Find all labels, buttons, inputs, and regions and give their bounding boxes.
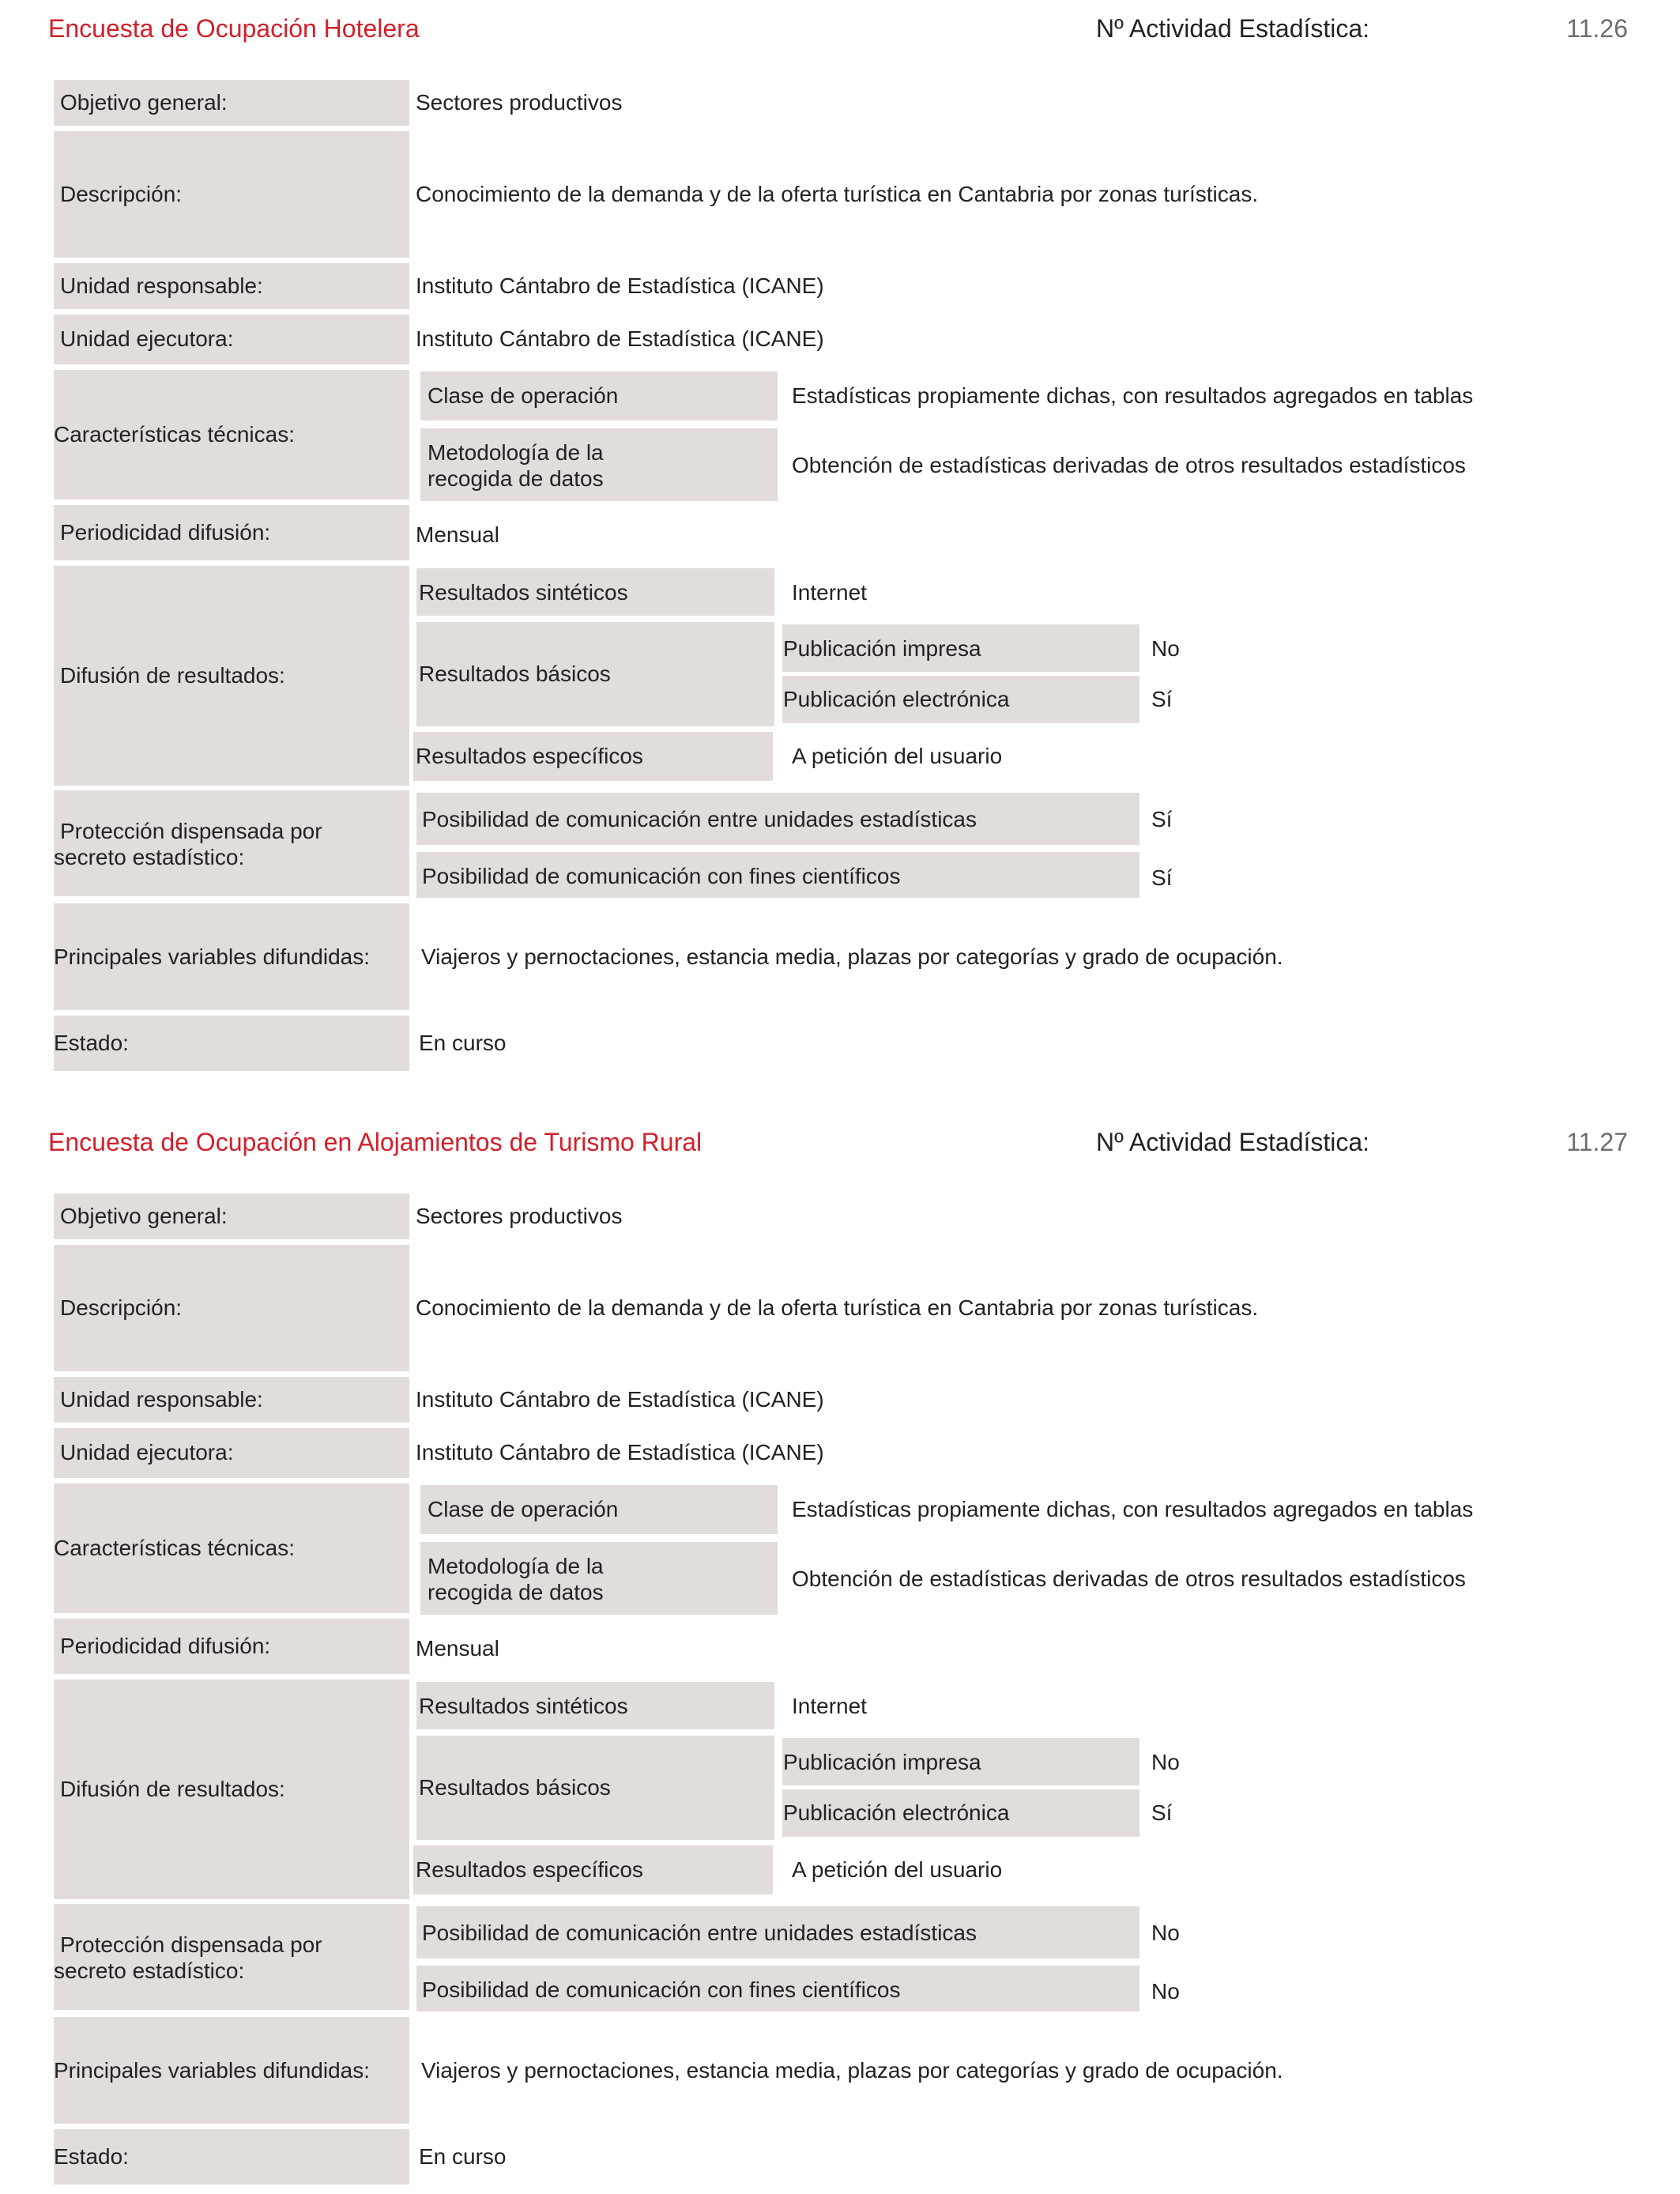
clase-operacion-label: Clase de operación <box>428 383 619 408</box>
unidad-responsable-value: Instituto Cántabro de Estadística (ICANE) <box>416 273 824 298</box>
activity-number-label: Nº Actividad Estadística: <box>1096 1128 1370 1156</box>
record-card <box>0 1114 1680 2194</box>
descripcion-label: Descripción: <box>60 1295 183 1320</box>
clase-operacion-value: Estadísticas propiamente dichas, con resultados agregados en tablas <box>792 383 1474 408</box>
cientificos-value: No <box>1151 1979 1180 2004</box>
objetivo-value: Sectores productivos <box>416 1204 623 1228</box>
activity-number: 11.26 <box>1566 14 1628 43</box>
electronica-value: Sí <box>1151 687 1173 711</box>
periodicidad-label: Periodicidad difusión: <box>60 520 271 545</box>
unidad-responsable-label: Unidad responsable: <box>60 1387 263 1412</box>
metodologia-label: Metodología de la recogida de datos <box>428 1554 604 1604</box>
variables-label: Principales variables difundidas: <box>54 944 370 969</box>
cientificos-label: Posibilidad de comunicación con fines científicos <box>422 1977 901 2002</box>
cientificos-label: Posibilidad de comunicación con fines científicos <box>422 864 901 888</box>
clase-operacion-value: Estadísticas propiamente dichas, con resultados agregados en tablas <box>792 1497 1474 1521</box>
descripcion-label: Descripción: <box>60 182 183 206</box>
unidad-responsable-label: Unidad responsable: <box>60 273 263 298</box>
caracteristicas-label: Características técnicas: <box>54 1536 295 1560</box>
especificos-value: A petición del usuario <box>792 1857 1003 1882</box>
estado-label: Estado: <box>54 2144 129 2169</box>
unidad-responsable-value: Instituto Cántabro de Estadística (ICANE) <box>416 1387 824 1412</box>
difusion-label: Difusión de resultados: <box>60 1777 285 1801</box>
proteccion-label: Protección dispensada por secreto estadístico: <box>54 819 322 869</box>
unidad-ejecutora-label: Unidad ejecutora: <box>60 1440 234 1465</box>
unidades-value: Sí <box>1151 807 1173 831</box>
periodicidad-value: Mensual <box>416 522 499 547</box>
objetivo-value: Sectores productivos <box>416 90 623 115</box>
caracteristicas-label: Características técnicas: <box>54 422 295 447</box>
unidades-label: Posibilidad de comunicación entre unidades estadísticas <box>422 807 977 831</box>
record-title: Encuesta de Ocupación en Alojamientos de Turismo Rural <box>48 1128 703 1156</box>
impresa-label: Publicación impresa <box>783 1750 981 1774</box>
variables-label: Principales variables difundidas: <box>54 2058 370 2083</box>
unidad-ejecutora-value: Instituto Cántabro de Estadística (ICANE) <box>416 326 824 351</box>
metodologia-value: Obtención de estadísticas derivadas de otros resultados estadísticos <box>792 453 1466 477</box>
unidades-label: Posibilidad de comunicación entre unidades estadísticas <box>422 1921 977 1945</box>
record-title: Encuesta de Ocupación Hotelera <box>48 14 420 43</box>
estado-value: En curso <box>419 2144 507 2169</box>
activity-number: 11.27 <box>1566 1128 1628 1156</box>
unidades-value: No <box>1151 1921 1180 1945</box>
variables-value: Viajeros y pernoctaciones, estancia media, plazas por categorías y grado de ocupación. <box>421 2058 1283 2083</box>
sinteticos-label: Resultados sintéticos <box>419 1694 628 1718</box>
estado-label: Estado: <box>54 1031 129 1055</box>
sinteticos-value: Internet <box>792 580 867 605</box>
electronica-label: Publicación electrónica <box>783 687 1010 711</box>
descripcion-value: Conocimiento de la demanda y de la oferta turística en Cantabria por zonas turísticas. <box>416 182 1259 206</box>
sinteticos-value: Internet <box>792 1694 867 1718</box>
electronica-label: Publicación electrónica <box>783 1800 1010 1825</box>
objetivo-label: Objetivo general: <box>60 1204 228 1228</box>
especificos-label: Resultados específicos <box>416 1857 643 1882</box>
estado-value: En curso <box>419 1031 507 1055</box>
basicos-label: Resultados básicos <box>419 662 611 686</box>
periodicidad-label: Periodicidad difusión: <box>60 1634 271 1658</box>
metodologia-value: Obtención de estadísticas derivadas de otros resultados estadísticos <box>792 1566 1466 1591</box>
impresa-label: Publicación impresa <box>783 636 981 661</box>
objetivo-label: Objetivo general: <box>60 90 228 115</box>
periodicidad-value: Mensual <box>416 1636 499 1661</box>
cientificos-value: Sí <box>1151 865 1173 890</box>
sinteticos-label: Resultados sintéticos <box>419 580 628 605</box>
especificos-label: Resultados específicos <box>416 744 643 768</box>
unidad-ejecutora-label: Unidad ejecutora: <box>60 326 234 351</box>
impresa-value: No <box>1151 1750 1180 1774</box>
unidad-ejecutora-value: Instituto Cántabro de Estadística (ICANE) <box>416 1440 824 1465</box>
impresa-value: No <box>1151 636 1180 661</box>
difusion-label: Difusión de resultados: <box>60 663 285 688</box>
metodologia-label: Metodología de la recogida de datos <box>428 440 604 491</box>
electronica-value: Sí <box>1151 1800 1173 1825</box>
variables-value: Viajeros y pernoctaciones, estancia media, plazas por categorías y grado de ocupación. <box>421 944 1283 969</box>
activity-number-label: Nº Actividad Estadística: <box>1096 14 1370 43</box>
especificos-value: A petición del usuario <box>792 744 1003 768</box>
clase-operacion-label: Clase de operación <box>428 1497 619 1521</box>
descripcion-value: Conocimiento de la demanda y de la oferta turística en Cantabria por zonas turísticas. <box>416 1295 1259 1320</box>
proteccion-label: Protección dispensada por secreto estadístico: <box>54 1932 322 1983</box>
basicos-label: Resultados básicos <box>419 1775 611 1800</box>
record-card <box>0 0 1680 1091</box>
